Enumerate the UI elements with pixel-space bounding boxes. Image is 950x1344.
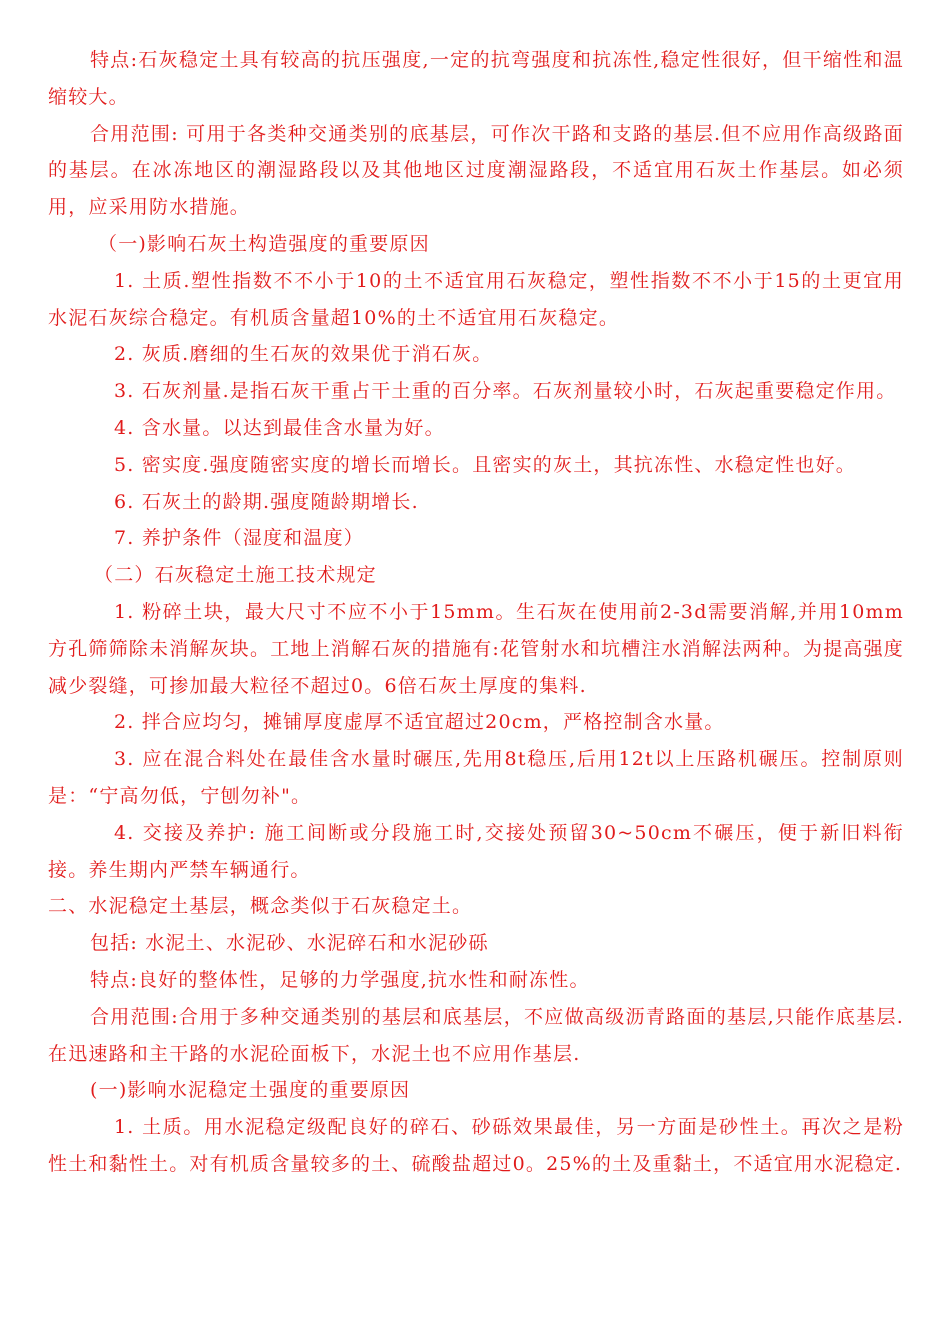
paragraph-lime-scope: 合用范围: 可用于各类种交通类别的底基层，可作次干路和支路的基层.但不应用作高级路面的基层。在冰冻地区的潮湿路段以及其他地区过度潮湿路段，不适宜用石灰土作基层。如必须用，应采用防水措施。: [48, 122, 904, 219]
list-item-crushing: 1. 粉碎土块，最大尺寸不应不小于15mm。生石灰在使用前2-3d需要消解,并用10mm方孔筛筛除未消解灰块。工地上消解石灰的措施有:花管射水和坑槽注水消解法两种。为提高强度减少裂缝，可掺加最大粒径不超过0。6倍石灰土厚度的集料.: [48, 600, 905, 697]
list-item-cement-soil-quality: 1. 土质。用水泥稳定级配良好的碎石、砂砾效果最佳，另一方面是砂性土。再次之是粉性土和黏性土。对有机质含量较多的土、硫酸盐超过0。25%的土及重黏土，不适宜用水泥稳定.: [48, 1116, 904, 1175]
list-item-rolling: 3. 应在混合料处在最佳含水量时碾压,先用8t稳压,后用12t以上压路机碾压。控制原则是：“宁高勿低，宁刨勿补"。: [48, 748, 904, 807]
paragraph-lime-features: 特点:石灰稳定土具有较高的抗压强度,一定的抗弯强度和抗冻性,稳定性很好，但干缩性和温缩较大。: [48, 49, 904, 108]
list-item-water-content: 4. 含水量。以达到最佳含水量为好。: [114, 416, 445, 439]
list-item-age: 6. 石灰土的龄期.强度随龄期增长.: [114, 490, 419, 513]
list-item-lime-dosage: 3. 石灰剂量.是指石灰干重占干土重的百分率。石灰剂量较小时，石灰起重要稳定作用。: [114, 380, 897, 403]
paragraph-cement-includes: 包括: 水泥土、水泥砂、水泥碎石和水泥砂砾: [90, 932, 489, 955]
document-page: [48, 42, 904, 1183]
list-item-mixing: 2. 拌合应均匀，摊铺厚度虚厚不适宜超过20cm，严格控制含水量。: [114, 711, 725, 734]
paragraph-cement-features: 特点:良好的整体性，足够的力学强度,抗水性和耐冻性。: [90, 968, 590, 991]
list-item-curing: 7. 养护条件（湿度和温度）: [114, 527, 364, 550]
list-item-soil-quality: 1. 土质.塑性指数不不小于10的土不适宜用石灰稳定，塑性指数不不小于15的土更宜用水泥石灰综合稳定。有机质含量超10%的土不适宜用石灰稳定。: [48, 269, 904, 329]
paragraph-cement-scope: 合用范围:合用于多种交通类别的基层和底基层，不应做高级沥青路面的基层,只能作底基层.在迅速路和主干路的水泥砼面板下，水泥土也不应用作基层.: [48, 1005, 904, 1065]
heading-lime-construction-rules: （二）石灰稳定土施工技术规定: [94, 564, 377, 587]
heading-cement-strength-factors: (一)影响水泥稳定土强度的重要原因: [90, 1079, 411, 1102]
list-item-joint-curing: 4. 交接及养护: 施工间断或分段施工时,交接处预留30~50cm不碾压，便于新旧料衔接。养生期内严禁车辆通行。: [48, 821, 904, 881]
list-item-compactness: 5. 密实度.强度随密实度的增长而增长。且密实的灰土，其抗冻性、水稳定性也好。: [114, 453, 857, 476]
heading-lime-strength-factors: （一)影响石灰土构造强度的重要原因: [98, 232, 430, 255]
list-item-lime-quality: 2. 灰质.磨细的生石灰的效果优于消石灰。: [114, 343, 493, 366]
heading-cement-stabilized-base: 二、水泥稳定土基层，概念类似于石灰稳定土。: [48, 895, 473, 918]
